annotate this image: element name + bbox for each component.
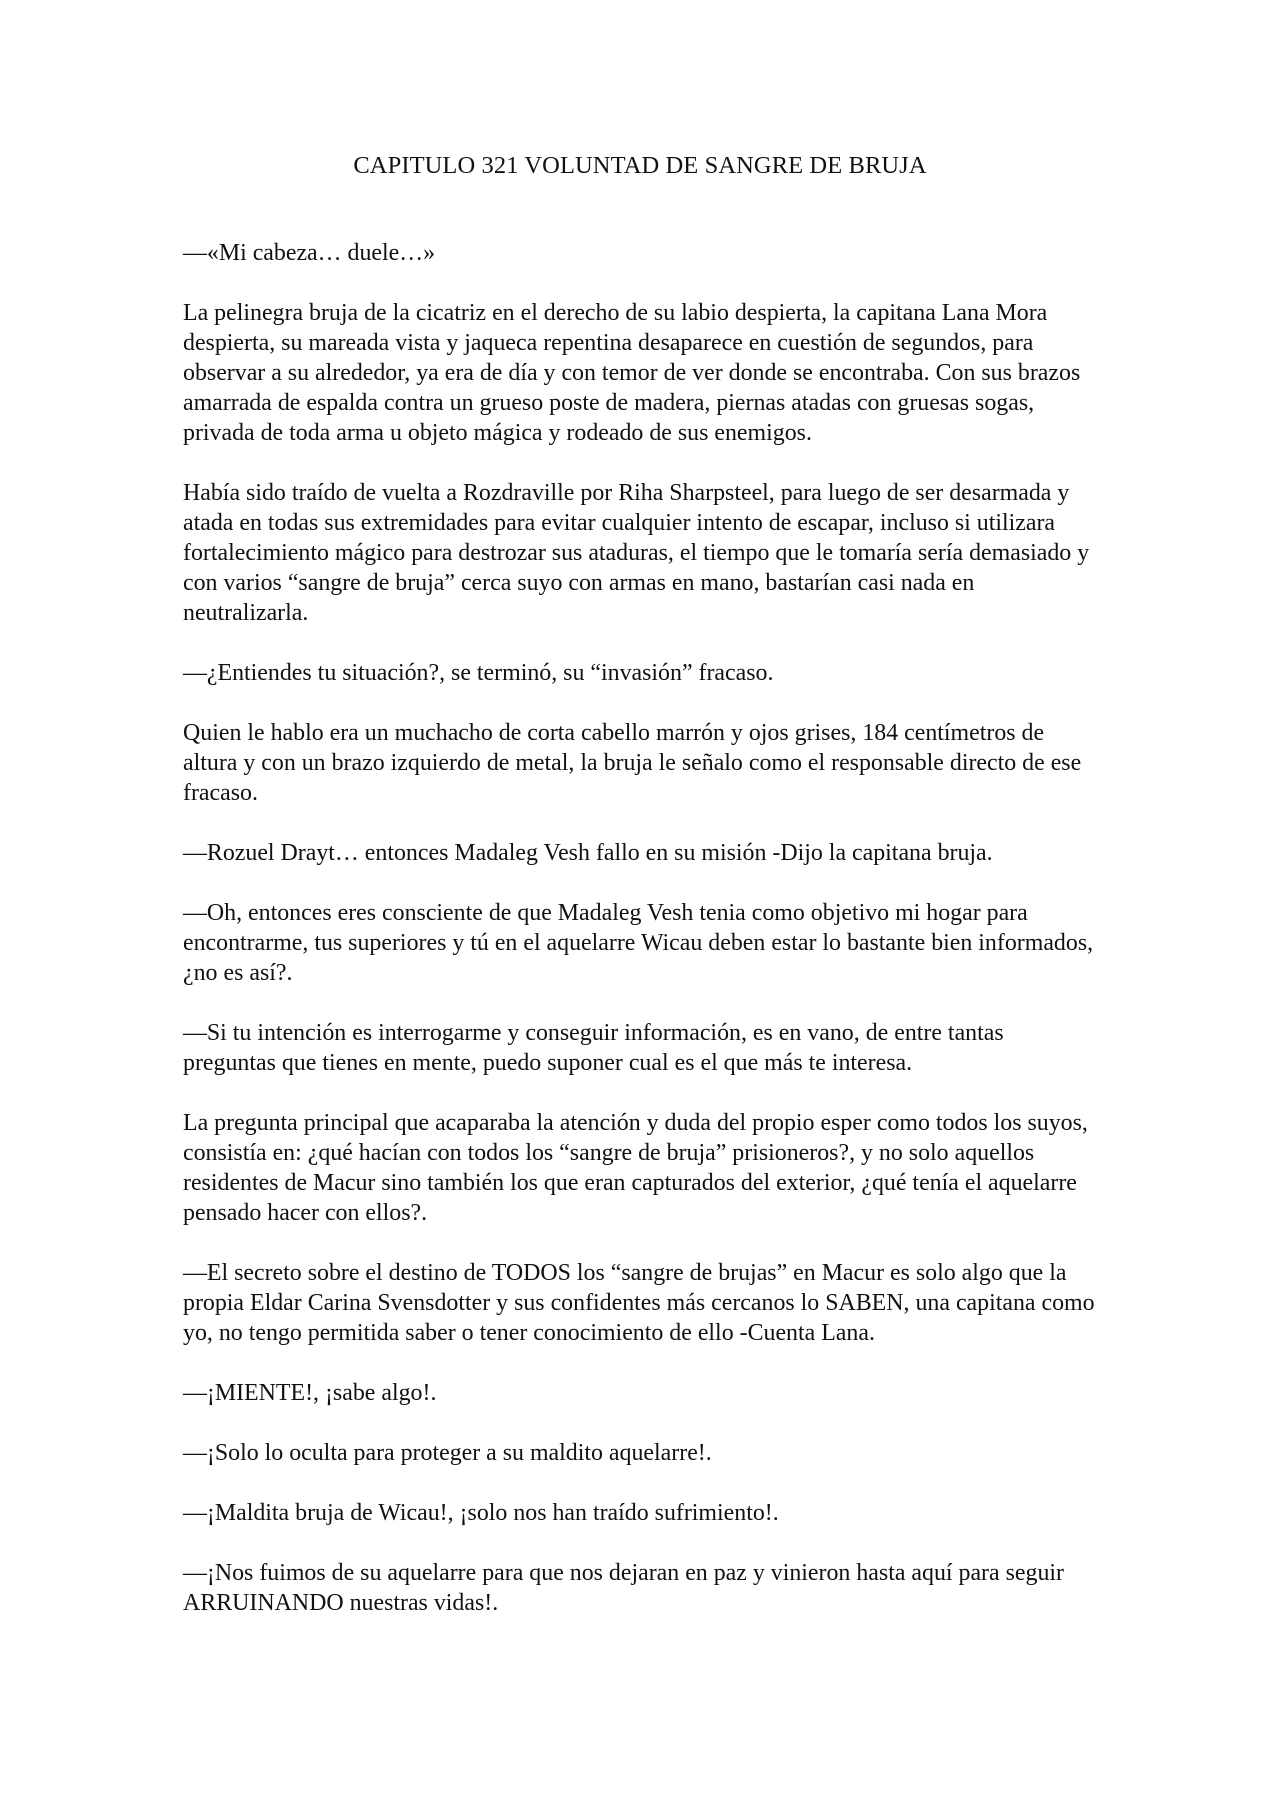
- paragraph: —¡Nos fuimos de su aquelarre para que nos dejaran en paz y vinieron hasta aquí para seguir ARRUINANDO nuestras vidas!.: [183, 1560, 1064, 1616]
- document-body: [183, 238, 1095, 1648]
- paragraph: —«Mi cabeza… duele…»: [183, 240, 436, 266]
- paragraph: —Oh, entonces eres consciente de que Madaleg Vesh tenia como objetivo mi hogar para encontrarme, tus superiores y tú en el aquelarre Wicau deben estar lo bastante bien informados, ¿no es así?.: [183, 900, 1094, 986]
- paragraph: —¡Solo lo oculta para proteger a su maldito aquelarre!.: [183, 1440, 712, 1466]
- paragraph: —Rozuel Drayt… entonces Madaleg Vesh fallo en su misión -Dijo la capitana bruja.: [183, 840, 993, 866]
- paragraph: —El secreto sobre el destino de TODOS los “sangre de brujas” en Macur es solo algo que la propia Eldar Carina Svensdotter y sus confidentes más cercanos lo SABEN, una capitana como yo, no tengo permitida saber o tener conocimiento de ello -Cuenta Lana.: [183, 1260, 1095, 1346]
- paragraph: La pelinegra bruja de la cicatriz en el derecho de su labio despierta, la capitana Lana Mora despierta, su mareada vista y jaqueca repentina desaparece en cuestión de segundos, para observar a su alrededor, ya era de día y con temor de ver donde se encontraba. Con sus brazos amarrada de espalda contra un grueso poste de madera, piernas atadas con gruesas sogas, privada de toda arma u objeto mágica y rodeado de sus enemigos.: [183, 300, 1081, 446]
- paragraph: —Si tu intención es interrogarme y conseguir información, es en vano, de entre tantas preguntas que tienes en mente, puedo suponer cual es el que más te interesa.: [183, 1020, 1004, 1076]
- paragraph: La pregunta principal que acaparaba la atención y duda del propio esper como todos los suyos, consistía en: ¿qué hacían con todos los “sangre de bruja” prisioneros?, y no solo aquellos residentes de Macur sino también los que eran capturados del exterior, ¿qué tenía el aquelarre pensado hacer con ellos?.: [183, 1110, 1088, 1226]
- paragraph: —¿Entiendes tu situación?, se terminó, su “invasión” fracaso.: [183, 660, 774, 686]
- paragraph: Había sido traído de vuelta a Rozdraville por Riha Sharpsteel, para luego de ser desarmada y atada en todas sus extremidades para evitar cualquier intento de escapar, incluso si utilizara fortalecimiento mágico para destrozar sus ataduras, el tiempo que le tomaría sería demasiado y con varios “sangre de bruja” cerca suyo con armas en mano, bastarían casi nada en neutralizarla.: [183, 480, 1090, 626]
- paragraph: —¡MIENTE!, ¡sabe algo!.: [183, 1380, 437, 1406]
- chapter-title: CAPITULO 321 VOLUNTAD DE SANGRE DE BRUJA: [353, 152, 927, 179]
- paragraph: —¡Maldita bruja de Wicau!, ¡solo nos han traído sufrimiento!.: [183, 1500, 779, 1526]
- paragraph: Quien le hablo era un muchacho de corta cabello marrón y ojos grises, 184 centímetros de altura y con un brazo izquierdo de metal, la bruja le señalo como el responsable directo de ese fracaso.: [183, 720, 1082, 806]
